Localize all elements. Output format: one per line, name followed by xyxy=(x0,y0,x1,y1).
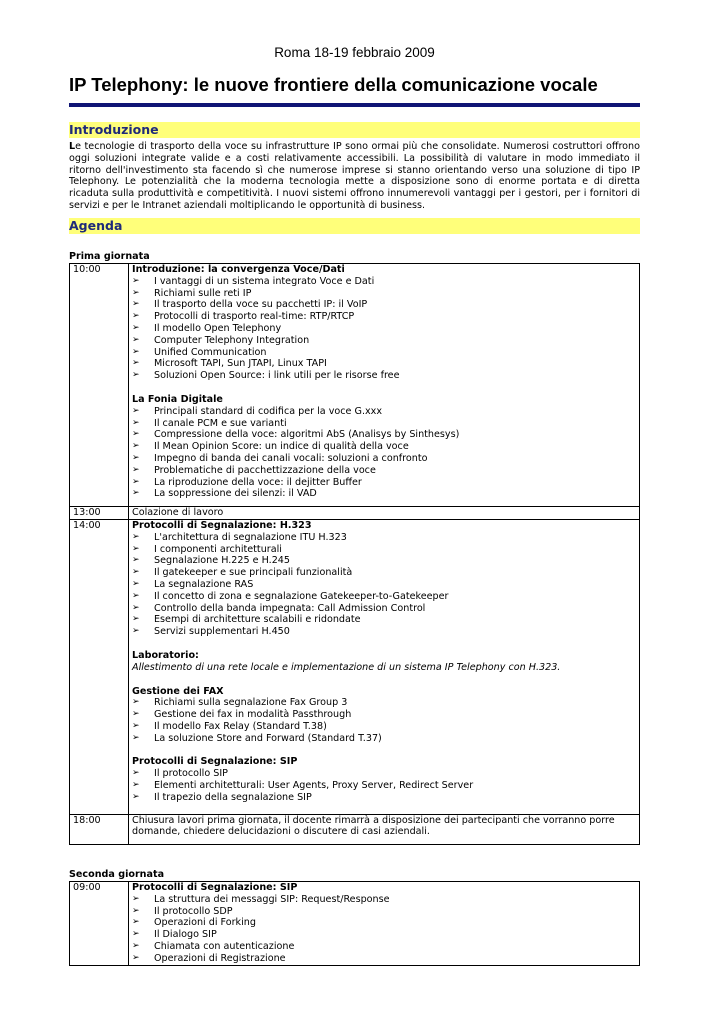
block-gap xyxy=(132,382,636,394)
agenda-content xyxy=(129,264,640,507)
title-rule xyxy=(69,103,640,107)
list-item: ➢ Segnalazione H.225 e H.245 xyxy=(132,555,636,567)
list-item: ➢ La soluzione Store and Forward (Standard T.37) xyxy=(132,733,636,745)
block-heading: La Fonia Digitale xyxy=(132,393,223,405)
list-item: ➢ Richiami sulla segnalazione Fax Group 3 xyxy=(132,697,636,709)
intro-first-letter: L xyxy=(69,141,76,152)
list-item: ➢ Controllo della banda impegnata: Call Admission Control xyxy=(132,603,636,615)
event-date: Roma 18-19 febbraio 2009 xyxy=(274,45,435,60)
agenda-text: Chiusura lavori prima giornata, il docente rimarrà a disposizione dei partecipanti che vorranno porre domande, chiedere delucidazioni o discutere di casi aziendali. xyxy=(132,814,615,838)
cell-padding xyxy=(132,804,636,814)
agenda-time: 14:00 xyxy=(70,519,129,814)
agenda-content xyxy=(129,882,640,966)
agenda-row xyxy=(70,814,640,845)
list-item: ➢ Il gatekeeper e sue principali funzionalità xyxy=(132,567,636,579)
block-heading: Introduzione: la convergenza Voce/Dati xyxy=(132,264,345,275)
list-item: ➢ Elementi architetturali: User Agents, Proxy Server, Redirect Server xyxy=(132,780,636,792)
section-heading-agenda: Agenda xyxy=(69,218,640,234)
bullet-list xyxy=(132,697,636,744)
agenda-time: 18:00 xyxy=(70,814,129,845)
agenda-content xyxy=(129,507,640,520)
bullet-list xyxy=(132,276,636,382)
block-gap xyxy=(132,638,636,650)
list-item: ➢ L'architettura di segnalazione ITU H.323 xyxy=(132,532,636,544)
bullet-list xyxy=(132,894,636,965)
list-item: ➢ Microsoft TAPI, Sun JTAPI, Linux TAPI xyxy=(132,358,636,370)
agenda-row xyxy=(70,264,640,507)
agenda-row xyxy=(70,882,640,966)
list-item: ➢ Servizi supplementari H.450 xyxy=(132,626,636,638)
list-item: ➢ Il protocollo SIP xyxy=(132,768,636,780)
list-item: ➢ Principali standard di codifica per la voce G.xxx xyxy=(132,406,636,418)
day-label-prima: Prima giornata xyxy=(69,251,150,262)
block-note: Allestimento di una rete locale e implementazione di un sistema IP Telephony con H.323. xyxy=(132,661,561,673)
list-item: ➢ Compressione della voce: algoritmi AbS (Analisys by Sinthesys) xyxy=(132,429,636,441)
block-heading: Gestione dei FAX xyxy=(132,685,224,697)
list-item: ➢ Problematiche di pacchettizzazione della voce xyxy=(132,465,636,477)
document-title: IP Telephony: le nuove frontiere della comunicazione vocale xyxy=(69,74,598,95)
intro-text: e tecnologie di trasporto della voce su infrastrutture IP sono ormai più che consolidate. Numerosi costruttori offrono oggi soluzioni integrate valide e a costi relativamente accessibili. La possibilità di valutare in modo immediato il ritorno dell'investimento sta facendo sì che numerose imprese si stanno orientando verso una soluzione di tipo IP Telephony. Le potenzialità che la moderna tecnologia mette a disposizione sono di enorme portata e di diretta ricaduta sulla produttività e competitività. I nuovi sistemi offrono innumerevoli vantaggi per i gestori, per i fornitori di servizi e per le Intranet aziendali moltiplicando le opportunità di business. xyxy=(69,141,640,211)
list-item: ➢ I componenti architetturali xyxy=(132,544,636,556)
agenda-time: 09:00 xyxy=(70,882,129,966)
bullet-list xyxy=(132,532,636,638)
list-item: ➢ La segnalazione RAS xyxy=(132,579,636,591)
section-heading-introduzione: Introduzione xyxy=(69,122,640,138)
list-item: ➢ Il trasporto della voce su pacchetti IP: il VoIP xyxy=(132,299,636,311)
day-label-seconda: Seconda giornata xyxy=(69,869,165,880)
list-item: ➢ Il protocollo SDP xyxy=(132,906,636,918)
bullet-list xyxy=(132,768,636,803)
list-item: ➢ La struttura dei messaggi SIP: Request/Response xyxy=(132,894,636,906)
agenda-table-day2 xyxy=(69,881,640,966)
list-item: ➢ Il trapezio della segnalazione SIP xyxy=(132,792,636,804)
list-item: ➢ Unified Communication xyxy=(132,347,636,359)
block-heading: Laboratorio: xyxy=(132,649,199,661)
agenda-text: Colazione di lavoro xyxy=(132,507,224,519)
cell-padding xyxy=(132,838,636,844)
list-item: ➢ Computer Telephony Integration xyxy=(132,335,636,347)
list-item: ➢ Soluzioni Open Source: i link utili per le risorse free xyxy=(132,370,636,382)
list-item: ➢ Chiamata con autenticazione xyxy=(132,941,636,953)
list-item: ➢ Richiami sulle reti IP xyxy=(132,288,636,300)
list-item: ➢ Operazioni di Forking xyxy=(132,917,636,929)
list-item: ➢ La soppressione dei silenzi: il VAD xyxy=(132,488,636,500)
block-heading: Protocolli di Segnalazione: H.323 xyxy=(132,519,312,531)
block-gap xyxy=(132,674,636,686)
agenda-row xyxy=(70,519,640,814)
list-item: ➢ Il canale PCM e sue varianti xyxy=(132,418,636,430)
bullet-list xyxy=(132,406,636,500)
list-item: ➢ Esempi di architetture scalabili e ridondate xyxy=(132,614,636,626)
list-item: ➢ Il modello Open Telephony xyxy=(132,323,636,335)
list-item: ➢ Operazioni di Registrazione xyxy=(132,953,636,965)
list-item: ➢ Impegno di banda dei canali vocali: soluzioni a confronto xyxy=(132,453,636,465)
agenda-content xyxy=(129,814,640,845)
cell-padding xyxy=(132,500,636,506)
block-heading: Protocolli di Segnalazione: SIP xyxy=(132,756,298,768)
list-item: ➢ Protocolli di trasporto real-time: RTP/RTCP xyxy=(132,311,636,323)
list-item: ➢ Il Mean Opinion Score: un indice di qualità della voce xyxy=(132,441,636,453)
intro-paragraph xyxy=(69,141,640,212)
agenda-content xyxy=(129,519,640,814)
list-item: ➢ I vantaggi di un sistema integrato Voce e Dati xyxy=(132,276,636,288)
list-item: ➢ Il Dialogo SIP xyxy=(132,929,636,941)
list-item: ➢ La riproduzione della voce: il dejitter Buffer xyxy=(132,477,636,489)
agenda-time: 13:00 xyxy=(70,507,129,520)
agenda-table-day1 xyxy=(69,263,640,845)
block-heading: Protocolli di Segnalazione: SIP xyxy=(132,882,298,893)
list-item: ➢ Gestione dei fax in modalità Passthrough xyxy=(132,709,636,721)
agenda-time: 10:00 xyxy=(70,264,129,507)
list-item: ➢ Il concetto di zona e segnalazione Gatekeeper-to-Gatekeeper xyxy=(132,591,636,603)
list-item: ➢ Il modello Fax Relay (Standard T.38) xyxy=(132,721,636,733)
block-gap xyxy=(132,744,636,756)
agenda-row xyxy=(70,507,640,520)
